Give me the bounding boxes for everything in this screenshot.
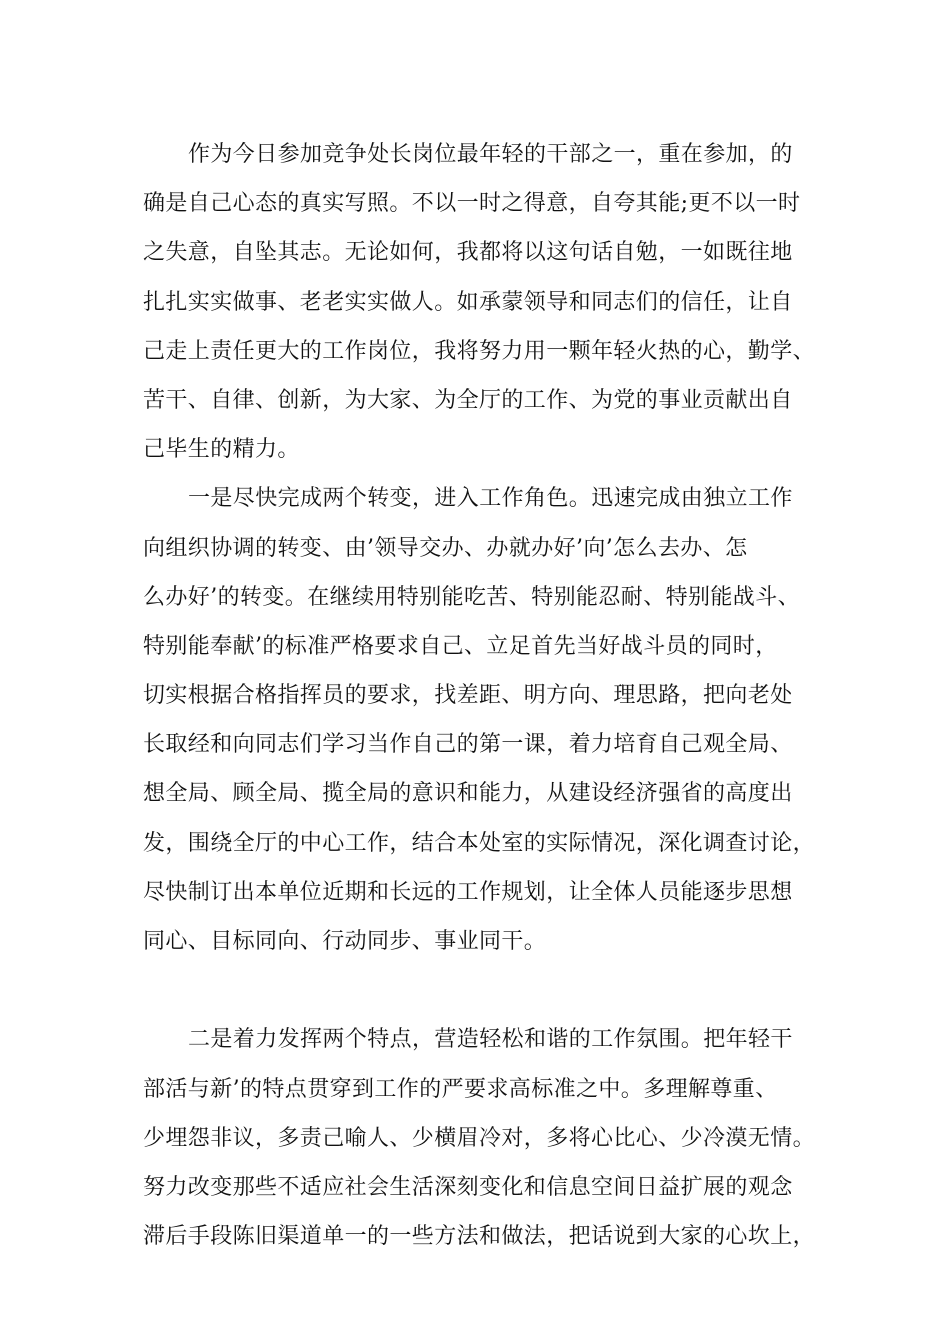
paragraph-3 xyxy=(143,1015,823,1261)
text-line: 之失意，自坠其志。无论如何，我都将以这句话自勉，一如既往地 xyxy=(143,240,793,266)
text-line: 滞后手段陈旧渠道单一的一些方法和做法，把话说到大家的心坎上， xyxy=(143,1224,816,1250)
text-line: 长取经和向同志们学习当作自己的第一课，着力培育自己观全局、 xyxy=(143,732,793,758)
text-line: 同心、目标同向、行动同步、事业同干。 xyxy=(143,929,547,954)
text-line: 一是尽快完成两个转变，进入工作角色。迅速完成由独立工作 xyxy=(188,486,793,512)
text-line: 己走上责任更大的工作岗位，我将努力用一颗年轻火热的心，勤学、 xyxy=(143,338,816,364)
text-line: 确是自己心态的真实写照。不以一时之得意，自夸其能;更不以一时 xyxy=(143,191,801,217)
paragraph-1 xyxy=(143,130,823,474)
text-line: 苦干、自律、创新，为大家、为全厅的工作、为党的事业贡献出自 xyxy=(143,387,793,413)
text-line: 特别能奉献’的标准严格要求自己、立足首先当好战斗员的同时， xyxy=(143,633,778,659)
text-line: 发，围绕全厅的中心工作，结合本处室的实际情况，深化调查讨论， xyxy=(143,830,816,856)
text-line: 己毕生的精力。 xyxy=(143,437,300,463)
paragraph-2 xyxy=(143,474,823,1015)
text-line: 作为今日参加竞争处长岗位最年轻的干部之一，重在参加，的 xyxy=(188,142,793,167)
text-line: 么办好’的转变。在继续用特别能吃苦、特别能忍耐、特别能战斗、 xyxy=(143,584,800,610)
text-line: 想全局、顾全局、揽全局的意识和能力，从建设经济强省的高度出 xyxy=(143,781,793,807)
text-line: 部活与新’的特点贯穿到工作的严要求高标准之中。多理解尊重、 xyxy=(143,1076,778,1102)
text-line: 切实根据合格指挥员的要求，找差距、明方向、理思路，把向老处 xyxy=(143,683,793,709)
text-line: 努力改变那些不适应社会生活深刻变化和信息空间日益扩展的观念 xyxy=(143,1174,793,1200)
text-line xyxy=(143,966,823,1015)
text-line: 尽快制订出本单位近期和长远的工作规划，让全体人员能逐步思想 xyxy=(143,879,793,905)
body-text xyxy=(143,130,823,1261)
text-line: 二是着力发挥两个特点，营造轻松和谐的工作氛围。把年轻干 xyxy=(188,1027,793,1053)
text-line: 少埋怨非议，多责己喻人、少横眉冷对，多将心比心、少冷漠无情。 xyxy=(143,1125,816,1151)
text-line: 向组织协调的转变、由’领导交办、办就办好’向’怎么去办、怎 xyxy=(143,535,748,561)
text-line: 扎扎实实做事、老老实实做人。如承蒙领导和同志们的信任，让自 xyxy=(143,289,793,315)
